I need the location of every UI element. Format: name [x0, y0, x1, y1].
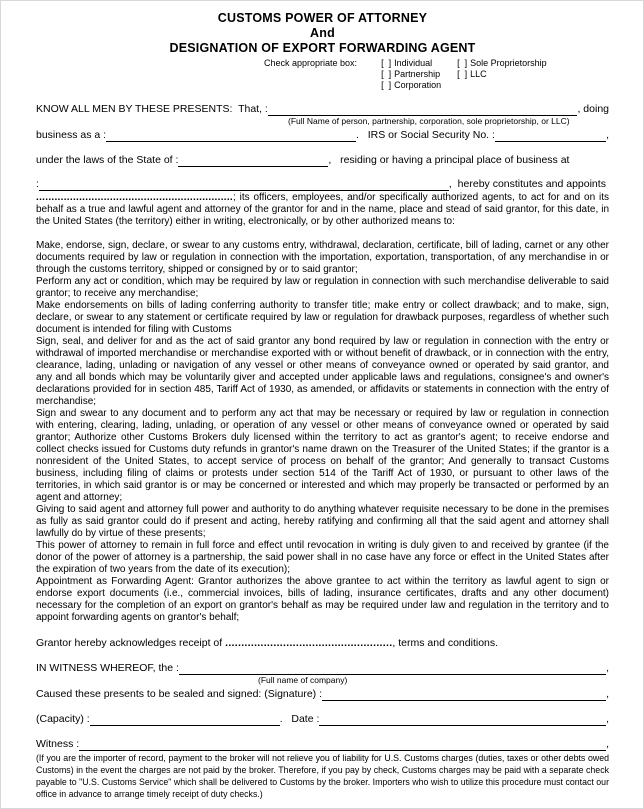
power-clause-7: This power of attorney to remain in full force and effect until revocation in writing is duly given to and received by grantee (if the donor of the power of attorney is a partnership, the said power shall in no case have any force or effect in the United States after the expiration of two years from the date of its execution); — [36, 540, 609, 575]
checkbox-partnership-label: Partnership — [394, 69, 441, 79]
capacity-input-line[interactable] — [90, 715, 280, 726]
company-name-note: (Full name of company) — [258, 675, 348, 685]
power-clause-5: Sign and swear to any document and to perform any act that may be necessary or required by law or regulation in connection with entering, clearing, lading, unlading, or operation of any vessel or other means of conveyance owned or operated by said grantor; Authorize other Customs Brokers duly licensed within the territory to act as grantor's agent; to receive endorse and collect checks issued for Customs duty refunds in grantor's name drawn on the Treasurer of the United States; if the grantor is a nonresident of the United States, to accept service of process on behalf of the grantor; And generally to transact Customs business, including filing of claims or protests under section 514 of the Tariff Act of 1930, or pursuant to other laws of the territories, in which said grantor is or may be concerned or interested and which may properly be transacted or performed by an agent and attorney; — [36, 408, 609, 503]
receipt-line — [36, 637, 609, 650]
irs-ssn-label: . IRS or Social Security No. : — [356, 129, 495, 141]
signature-input-line[interactable] — [322, 690, 606, 701]
address-row — [36, 178, 609, 191]
form-type-option-sole-proprietorship — [457, 58, 547, 69]
page-subtitle: DESIGNATION OF EXPORT FORWARDING AGENT — [169, 41, 476, 55]
grantor-name-suffix: , doing — [577, 103, 609, 115]
appointment-text: ; its officers, employees, and/or specifically authorized agents, to act for and on its behalf as a true and lawful agent and attorney of the grantor for and in the name, place and stead of said grantor, for this date, in the United States (the territory) either in writing, electronically, or by other authorized means to: — [36, 192, 609, 227]
signature-row — [36, 688, 609, 701]
power-clause-4: Sign, seal, and deliver for and as the act of said grantor any bond required by law or regulation in connection with the entry or withdrawal of imported merchandise or merchandise exported with or without benefit of drawback, or in connection with the entry, clearance, lading, unlading or navigation of any vessel or other means of conveyance owned or operated by said grantor, and any and all bonds which may be voluntarily giver and accepted under applicable laws and regulations, consignee's and owner's declarations provided for in section 485, Tariff Act of 1930, as amended, or affidavits or statements in connection with the entry of merchandise; — [36, 336, 609, 407]
irs-ssn-input-line[interactable] — [495, 131, 606, 142]
receipt-post-text: , terms and conditions. — [392, 637, 499, 649]
business-type-row — [36, 129, 609, 142]
page-title-and: And — [310, 26, 335, 40]
date-input-line[interactable] — [319, 715, 606, 726]
checkbox-llc[interactable]: [ ] — [457, 69, 468, 79]
checkbox-partnership[interactable]: [ ] — [381, 69, 392, 79]
checkbox-corporation[interactable]: [ ] — [381, 80, 392, 90]
form-type-column-2 — [457, 58, 547, 80]
receipt-pre-text: Grantor hereby acknowledges receipt of — [36, 637, 226, 649]
checkbox-individual-label: Individual — [394, 58, 433, 68]
capacity-date-row — [36, 713, 609, 726]
appointment-paragraph — [36, 192, 609, 228]
form-type-option-corporation — [381, 80, 441, 91]
form-type-option-llc — [457, 69, 547, 80]
address-suffix: , hereby constitutes and appoints — [448, 178, 606, 190]
capacity-label: (Capacity) : — [36, 713, 90, 725]
checkbox-corporation-label: Corporation — [394, 80, 442, 90]
state-label: under the laws of the State of : — [36, 154, 179, 166]
form-type-column-1 — [381, 58, 441, 91]
witness-whereof-suffix: , — [606, 662, 609, 674]
power-clause-6: Giving to said agent and attorney full power and authority to do anything whatever requisite necessary to be done in the premises as fully as said grantor could do if present and acting, hereby ratifying and confirming all that the said agent and attorney shall lawfully do by virtue of these presents; — [36, 504, 609, 539]
witness-whereof-row — [36, 662, 609, 675]
date-label: . Date : — [279, 713, 320, 725]
witness-whereof-label: IN WITNESS WHEREOF, the : — [36, 662, 179, 674]
business-as-label: business as a : — [36, 129, 107, 141]
appointee-dotted-line: ................................................................ — [36, 192, 234, 203]
state-suffix: , residing or having a principal place of business at — [328, 154, 570, 166]
witness-row — [36, 738, 609, 751]
powers-list — [36, 240, 609, 624]
form-type-section — [264, 58, 609, 91]
irs-ssn-suffix: , — [606, 129, 609, 141]
address-input-line[interactable] — [39, 180, 449, 191]
grantor-name-input-line[interactable] — [268, 105, 578, 116]
witness-suffix: , — [606, 738, 609, 750]
grantor-name-label: KNOW ALL MEN BY THESE PRESENTS: That, : — [36, 103, 268, 115]
form-type-option-individual — [381, 58, 441, 69]
address-colon: : — [36, 178, 39, 190]
checkbox-sole-proprietorship-label: Sole Proprietorship — [470, 58, 547, 68]
signature-label: Caused these presents to be sealed and signed: (Signature) : — [36, 688, 323, 700]
power-clause-3: Make endorsements on bills of lading conferring authority to transfer title; make entry or collect drawback; and to make, sign, declare, or swear to any statement or certificate required by law or regulation for drawback purposes, regardless of whether such document is intended for filing with Customs — [36, 300, 609, 335]
receipt-dotted-line: .................................................... — [225, 637, 393, 649]
power-clause-2: Perform any act or condition, which may be required by law or regulation in connection with such merchandise deliverable to said grantor; to receive any merchandise; — [36, 276, 609, 299]
state-row — [36, 154, 609, 167]
checkbox-sole-proprietorship[interactable]: [ ] — [457, 58, 468, 68]
signature-suffix: , — [606, 688, 609, 700]
checkbox-individual[interactable]: [ ] — [381, 58, 392, 68]
date-suffix: , — [606, 713, 609, 725]
check-appropriate-label: Check appropriate box: — [264, 58, 358, 68]
power-clause-8: Appointment as Forwarding Agent: Grantor authorizes the above grantee to act within the territory as lawful agent to sign or endorse export documents (i.e., commercial invoices, bills of lading, insurance certificates, drafts and any other document) necessary for the completion of an export on grantor's behalf as may be required under law and regulation in the territory and to appoint forwarding agents on grantor's behalf; — [36, 576, 609, 623]
company-name-input-line[interactable] — [179, 664, 606, 675]
witness-label: Witness : — [36, 738, 80, 750]
checkbox-llc-label: LLC — [470, 69, 487, 79]
page-title: CUSTOMS POWER OF ATTORNEY — [217, 11, 428, 25]
grantor-name-note: (Full Name of person, partnership, corporation, sole proprietorship, or LLC) — [288, 116, 570, 126]
grantor-name-row — [36, 103, 609, 116]
state-input-line[interactable] — [178, 156, 328, 167]
form-type-option-partnership — [381, 69, 441, 80]
importer-fine-print: (If you are the importer of record, payment to the broker will not relieve you of liability for U.S. Customs charges (duties, taxes or other debts owed Customs) in the event the charges are not paid by the broker. Therefore, if you pay by check, Customs charges may be paid with a separate check payable to "U.S. Customs Service" which shall be delivered to Customs by the broker. Importers who wish to utilize this procedure must contact our office in advance to arrange timely receipt of duty checks.) — [36, 753, 609, 799]
business-type-input-line[interactable] — [106, 131, 356, 142]
witness-input-line[interactable] — [79, 740, 606, 751]
power-clause-1: Make, endorse, sign, declare, or swear to any customs entry, withdrawal, declaration, certificate, bill of lading, carnet or any other documents required by law or regulation in connection with the importation, exportation, transportation, of any merchandise in or through the customs territory, shipped or consigned by or to said grantor; — [36, 240, 609, 275]
